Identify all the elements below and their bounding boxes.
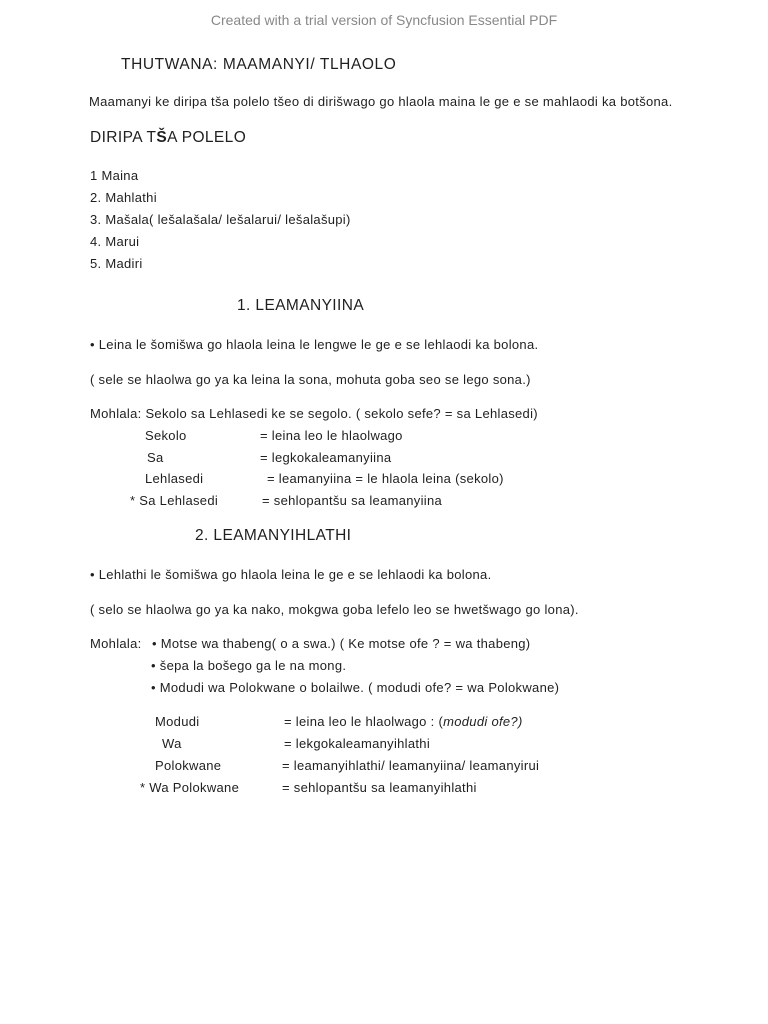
section-1-bullet: • Leina le šomišwa go hlaola leina le lengwe le ge e se lehlaodi ka bolona. bbox=[90, 337, 539, 352]
example-definition-text: = leina leo le hlaolwago : ( bbox=[284, 714, 444, 729]
section-heading-bold-letter: Š bbox=[156, 129, 168, 146]
section-2-example-label: Mohlala: bbox=[90, 636, 142, 651]
section-2-bullet: • Lehlathi le šomišwa go hlaola leina le ge e se lehlaodi ka bolona. bbox=[90, 567, 492, 582]
example-definition: = leamanyiina = le hlaola leina (sekolo) bbox=[267, 471, 504, 486]
intro-paragraph: Maamanyi ke diripa tša polelo tšeo di dirišwago go hlaola maina le ge e se mahlaodi ka botšona. bbox=[89, 94, 673, 109]
section-2-heading: 2. LEAMANYIHLATHI bbox=[195, 527, 352, 544]
trial-watermark: Created with a trial version of Syncfusion Essential PDF bbox=[210, 12, 558, 28]
list-item: 2. Mahlathi bbox=[90, 190, 157, 205]
section-2-note: ( selo se hlaolwa go ya ka nako, mokgwa goba lefelo leo se hwetšwago go lona). bbox=[90, 602, 579, 617]
example-term: Wa bbox=[162, 736, 182, 751]
list-item: 1 Maina bbox=[90, 168, 139, 183]
example-term: Lehlasedi bbox=[145, 471, 204, 486]
section-1-note: ( sele se hlaolwa go ya ka leina la sona, mohuta goba seo se lego sona.) bbox=[90, 372, 531, 387]
example-definition: = leamanyihlathi/ leamanyiina/ leamanyirui bbox=[282, 758, 540, 773]
list-item: 5. Madiri bbox=[90, 256, 143, 271]
example-definition: = leina leo le hlaolwago bbox=[260, 428, 403, 443]
example-definition: = lekgokaleamanyihlathi bbox=[284, 736, 431, 751]
example-term: Sa bbox=[147, 450, 164, 465]
list-item: 3. Mašala( lešalašala/ lešalarui/ lešalašupi) bbox=[90, 212, 351, 227]
list-item: 4. Marui bbox=[90, 234, 140, 249]
example-term: * Wa Polokwane bbox=[140, 780, 240, 795]
section-heading-prefix: DIRIPA T bbox=[90, 129, 157, 146]
document-title: THUTWANA: MAAMANYI/ TLHAOLO bbox=[121, 56, 397, 73]
section-2-example-item: • šepa la bošego ga le na mong. bbox=[151, 658, 347, 673]
section-1-example: Mohlala: Sekolo sa Lehlasedi ke se segolo. ( sekolo sefe? = sa Lehlasedi) bbox=[90, 406, 538, 421]
example-term: Sekolo bbox=[145, 428, 187, 443]
example-definition: = sehlopantšu sa leamanyiina bbox=[262, 493, 443, 508]
example-term: * Sa Lehlasedi bbox=[130, 493, 219, 508]
section-heading bbox=[90, 129, 246, 147]
example-term: Polokwane bbox=[155, 758, 222, 773]
example-definition: = sehlopantšu sa leamanyihlathi bbox=[282, 780, 477, 795]
example-definition: = legkokaleamanyiina bbox=[260, 450, 392, 465]
example-definition bbox=[284, 714, 523, 729]
section-1-heading: 1. LEAMANYIINA bbox=[237, 297, 365, 314]
example-term: Modudi bbox=[155, 714, 200, 729]
example-definition-question: modudi ofe?) bbox=[443, 714, 523, 729]
section-2-example-item: • Motse wa thabeng( o a swa.) ( Ke motse ofe ? = wa thabeng) bbox=[152, 636, 531, 651]
section-2-example-item: • Modudi wa Polokwane o bolailwe. ( modudi ofe? = wa Polokwane) bbox=[151, 680, 560, 695]
section-heading-suffix: A POLELO bbox=[167, 129, 247, 146]
